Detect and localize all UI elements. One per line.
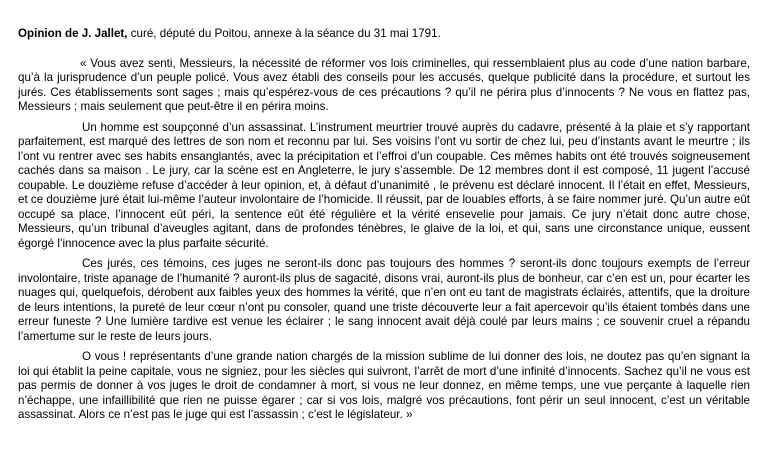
document-page <box>18 27 750 429</box>
paragraph-4: O vous ! représentants d’une grande nation chargés de la mission sublime de lui donner des lois, ne doutez pas qu’en signant la loi qui établit la peine capitale, vous ne signiez, pour les siècles qui suivront, l’arrêt de mort d’une infinité d’innocents. Sachez qu’il ne vous est pas permis de donner à vos juges le droit de condamner à mort, si vous ne leur donnez, en même temps, une vue perçante à laquelle rien n’échappe, une infaillibilité que rien ne puisse égarer ; car si vos lois, malgré vos précautions, font périr un seul innocent, c’est un véritable assassinat. Alors ce n’est pas le juge qui est l’assassin ; c’est le législateur. » <box>18 350 750 421</box>
paragraph-1: « Vous avez senti, Messieurs, la nécessité de réformer vos lois criminelles, qui ressemblaient plus au code d’une nation barbare, qu’à la jurisprudence d’un peuple policé. Vous avez établi des conseils pour les accusés, quelque publicité dans la procédure, et surtout les jurés. Ces établissements sont sages ; mais qu’espérez-vous de ces précautions ? qu’il ne périra plus d’innocents ? Ne vous en flattez pas, Messieurs ; mais seulement que peut-être il en périra moins. <box>18 56 750 113</box>
paragraph-2: Un homme est soupçonné d’un assassinat. L’instrument meurtrier trouvé auprès du cadavre, présenté à la plaie et s’y rapportant parfaitement, est marqué des lettres de son nom et reconnu par lui. Ses voisins l’ont vu sortir de chez lui, peu d’instants avant le meurtre ; ils l’ont vu rentrer avec ses habits ensanglantés, avec la précipitation et l’effroi d’un coupable. Ces mêmes habits ont été trouvés soigneusement cachés dans sa maison . Le jury, car la scène est en Angleterre, le jury s’assemble. De 12 membres dont il est composé, 11 jugent l’accusé coupable. Le douzième refuse d’accéder à leur opinion, et, à défaut d’unanimité , le prévenu est déclaré innocent. Il l’était en effet, Messieurs, et ce douzième juré était lui-même l’auteur involontaire de l’homicide. Il réussit, par de louables efforts, à se faire nommer juré. Qu’un autre eût occupé sa place, l’innocent eût péri, la sentence eût été régulière et la vérité ensevelie pour jamais. Ce jury n’était donc autre chose, Messieurs, qu’un tribunal d’aveugles agitant, dans de profondes ténèbres, le glaive de la loi, et qui, sans une circonstance unique, eussent égorgé l’innocence avec la plus parfaite sécurité. <box>18 120 750 250</box>
paragraph-3: Ces jurés, ces témoins, ces juges ne seront-ils donc pas toujours des hommes ? seront-ils donc toujours exempts de l’erreur involontaire, triste apanage de l’humanité ? auront-ils plus de sagacité, disons vrai, auront-ils plus de bonheur, car c’en est un, pour écarter les nuages qui, quelquefois, dérobent aux faibles yeux des hommes la vérité, que n’en ont eu tant de magistrats éclairés, attentifs, que la droiture de leurs intentions, la pureté de leur cœur n’ont pu consoler, quand une triste découverte leur a fait apercevoir qu’ils étaient tombés dans une erreur funeste ? Une lumière tardive est venue les éclairer ; le sang innocent avait déjà coulé par leurs mains ; ce souvenir cruel a répandu l’amertume sur le reste de leurs jours. <box>18 257 750 343</box>
document-heading <box>18 27 750 42</box>
heading-description: curé, député du Poitou, annexe à la séance du 31 mai 1791. <box>127 27 441 40</box>
heading-author: Opinion de J. Jallet, <box>18 27 128 40</box>
